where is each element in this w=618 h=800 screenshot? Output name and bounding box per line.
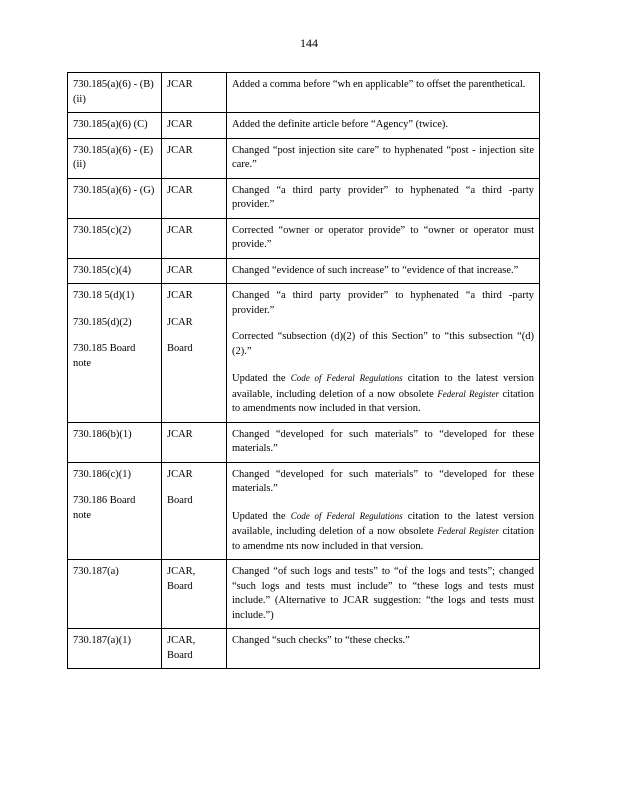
page-number: 144 <box>300 36 318 50</box>
description-text: citation to the latest version available, including deletion of a now obsolete <box>232 510 534 537</box>
source-label: JCAR <box>167 264 193 276</box>
source-label: JCAR <box>167 428 193 440</box>
section-number: 730.185(d)(2) <box>73 316 132 328</box>
source-cell <box>162 258 227 284</box>
description-text: citation to the latest version available, including deletion of a now obsolete <box>232 373 534 400</box>
table-row <box>68 258 540 284</box>
description-text: Added a comma before “wh en applicable” to offset the parenthetical. <box>232 79 526 90</box>
source-cell <box>162 218 227 258</box>
citation-title: Federal Register <box>437 388 499 399</box>
source-cell <box>162 422 227 462</box>
section-number: 730.185(a)(6) - (G) <box>73 184 155 196</box>
section-cell <box>68 138 162 178</box>
source-cell <box>162 113 227 139</box>
change-description <box>232 468 534 497</box>
section-cell <box>68 73 162 113</box>
section-number: 730.187(a)(1) <box>73 635 132 646</box>
source-label: JCAR <box>167 224 193 236</box>
section-cell <box>68 258 162 284</box>
desc-cell <box>227 284 540 423</box>
description-text: citation to amendments now included in that version. <box>232 388 535 414</box>
source-cell <box>162 73 227 113</box>
source-label: Board <box>167 343 193 354</box>
table-row <box>68 138 540 178</box>
table-row <box>68 218 540 258</box>
changes-table-body <box>68 73 540 669</box>
changes-table <box>67 72 540 669</box>
source-cell <box>162 629 227 669</box>
table-row <box>68 73 540 113</box>
section-cell <box>68 284 162 423</box>
table-row <box>68 284 540 423</box>
source-label: JCAR <box>167 144 193 156</box>
description-text: Corrected “owner or operator provide” to “owner or operator must provide.” <box>232 224 534 250</box>
description-text: Updated the <box>232 373 291 384</box>
desc-cell <box>227 113 540 139</box>
citation-title: Code of Federal Regulations <box>290 373 403 383</box>
section-number: 730.18 5(d)(1) <box>73 290 135 301</box>
change-description <box>232 144 534 173</box>
desc-cell <box>227 629 540 669</box>
description-text: Changed “a third party provider” to hyphenated “a third -party provider.” <box>232 184 534 210</box>
description-text: Added the definite article before “Agency” (twice). <box>232 119 449 130</box>
source-label: JCAR, Board <box>167 566 196 592</box>
desc-cell <box>227 218 540 258</box>
source-cell <box>162 284 227 423</box>
change-description <box>232 509 534 555</box>
description-text: Updated the <box>232 510 291 522</box>
change-description <box>232 264 534 279</box>
section-cell <box>68 218 162 258</box>
source-label: JCAR <box>167 119 193 130</box>
desc-cell <box>227 258 540 284</box>
source-label: Board <box>167 495 193 506</box>
description-text: Changed “developed for such materials” to “developed for these materials.” <box>232 468 534 494</box>
description-text: Changed “such checks” to “these checks.” <box>232 635 410 646</box>
table-row <box>68 629 540 669</box>
section-number: 730.185(a)(6) - (E)(ii) <box>73 144 154 170</box>
table-row <box>68 422 540 462</box>
description-text: citation to amendme nts now included in that version. <box>232 526 535 552</box>
section-number: 730.186(b)(1) <box>73 428 132 440</box>
section-cell <box>68 462 162 560</box>
desc-cell <box>227 138 540 178</box>
desc-cell <box>227 560 540 629</box>
section-number: 730.185(c)(4) <box>73 264 132 276</box>
citation-title: Code of Federal Regulations <box>290 510 403 521</box>
change-description <box>232 330 534 359</box>
desc-cell <box>227 178 540 218</box>
change-description <box>232 289 534 318</box>
source-label: JCAR <box>167 468 193 480</box>
citation-title: Federal Register <box>437 526 499 536</box>
description-text: Changed “developed for such materials” to “developed for these materials.” <box>232 428 534 454</box>
desc-cell <box>227 73 540 113</box>
section-number: 730.185 Board note <box>73 343 136 369</box>
source-cell <box>162 138 227 178</box>
description-text: Changed “post injection site care” to hyphenated “post - injection site care.” <box>232 144 534 170</box>
desc-cell <box>227 462 540 560</box>
table-row <box>68 462 540 560</box>
description-text: Corrected “subsection (d)(2) of this Section” to “this subsection “(d)(2).” <box>232 331 534 357</box>
change-description <box>232 118 534 133</box>
change-description <box>232 371 534 417</box>
change-description <box>232 428 534 457</box>
change-description <box>232 634 534 649</box>
description-text: Changed “evidence of such increase” to “evidence of that increase.” <box>232 264 519 276</box>
section-number: 730.186(c)(1) <box>73 468 132 480</box>
change-description <box>232 224 534 253</box>
table-row <box>68 178 540 218</box>
desc-cell <box>227 422 540 462</box>
section-number: 730.185(a)(6) (C) <box>73 119 148 130</box>
description-text: Changed “a third party provider” to hyphenated “a third -party provider.” <box>232 290 534 316</box>
table-row <box>68 113 540 139</box>
source-cell <box>162 560 227 629</box>
section-number: 730.185(c)(2) <box>73 224 132 236</box>
source-label: JCAR <box>167 184 193 196</box>
change-description <box>232 184 534 213</box>
section-cell <box>68 178 162 218</box>
change-description <box>232 565 534 623</box>
section-cell <box>68 560 162 629</box>
description-text: Changed “of such logs and tests” to “of the logs and tests”; changed “such logs and tests must include” to “these logs and tests must include.” (Alternative to JCAR suggestion: “the logs and tests must include.”) <box>232 566 534 621</box>
source-label: JCAR <box>167 79 193 90</box>
section-number: 730.186 Board note <box>73 495 136 521</box>
section-cell <box>68 422 162 462</box>
source-label: JCAR <box>167 290 193 301</box>
source-cell <box>162 178 227 218</box>
section-number: 730.185(a)(6) - (B)(ii) <box>73 79 154 105</box>
table-row <box>68 560 540 629</box>
change-description <box>232 78 534 93</box>
source-cell <box>162 462 227 560</box>
source-label: JCAR, Board <box>167 635 196 661</box>
section-cell <box>68 113 162 139</box>
section-cell <box>68 629 162 669</box>
section-number: 730.187(a) <box>73 566 119 577</box>
source-label: JCAR <box>167 316 193 328</box>
